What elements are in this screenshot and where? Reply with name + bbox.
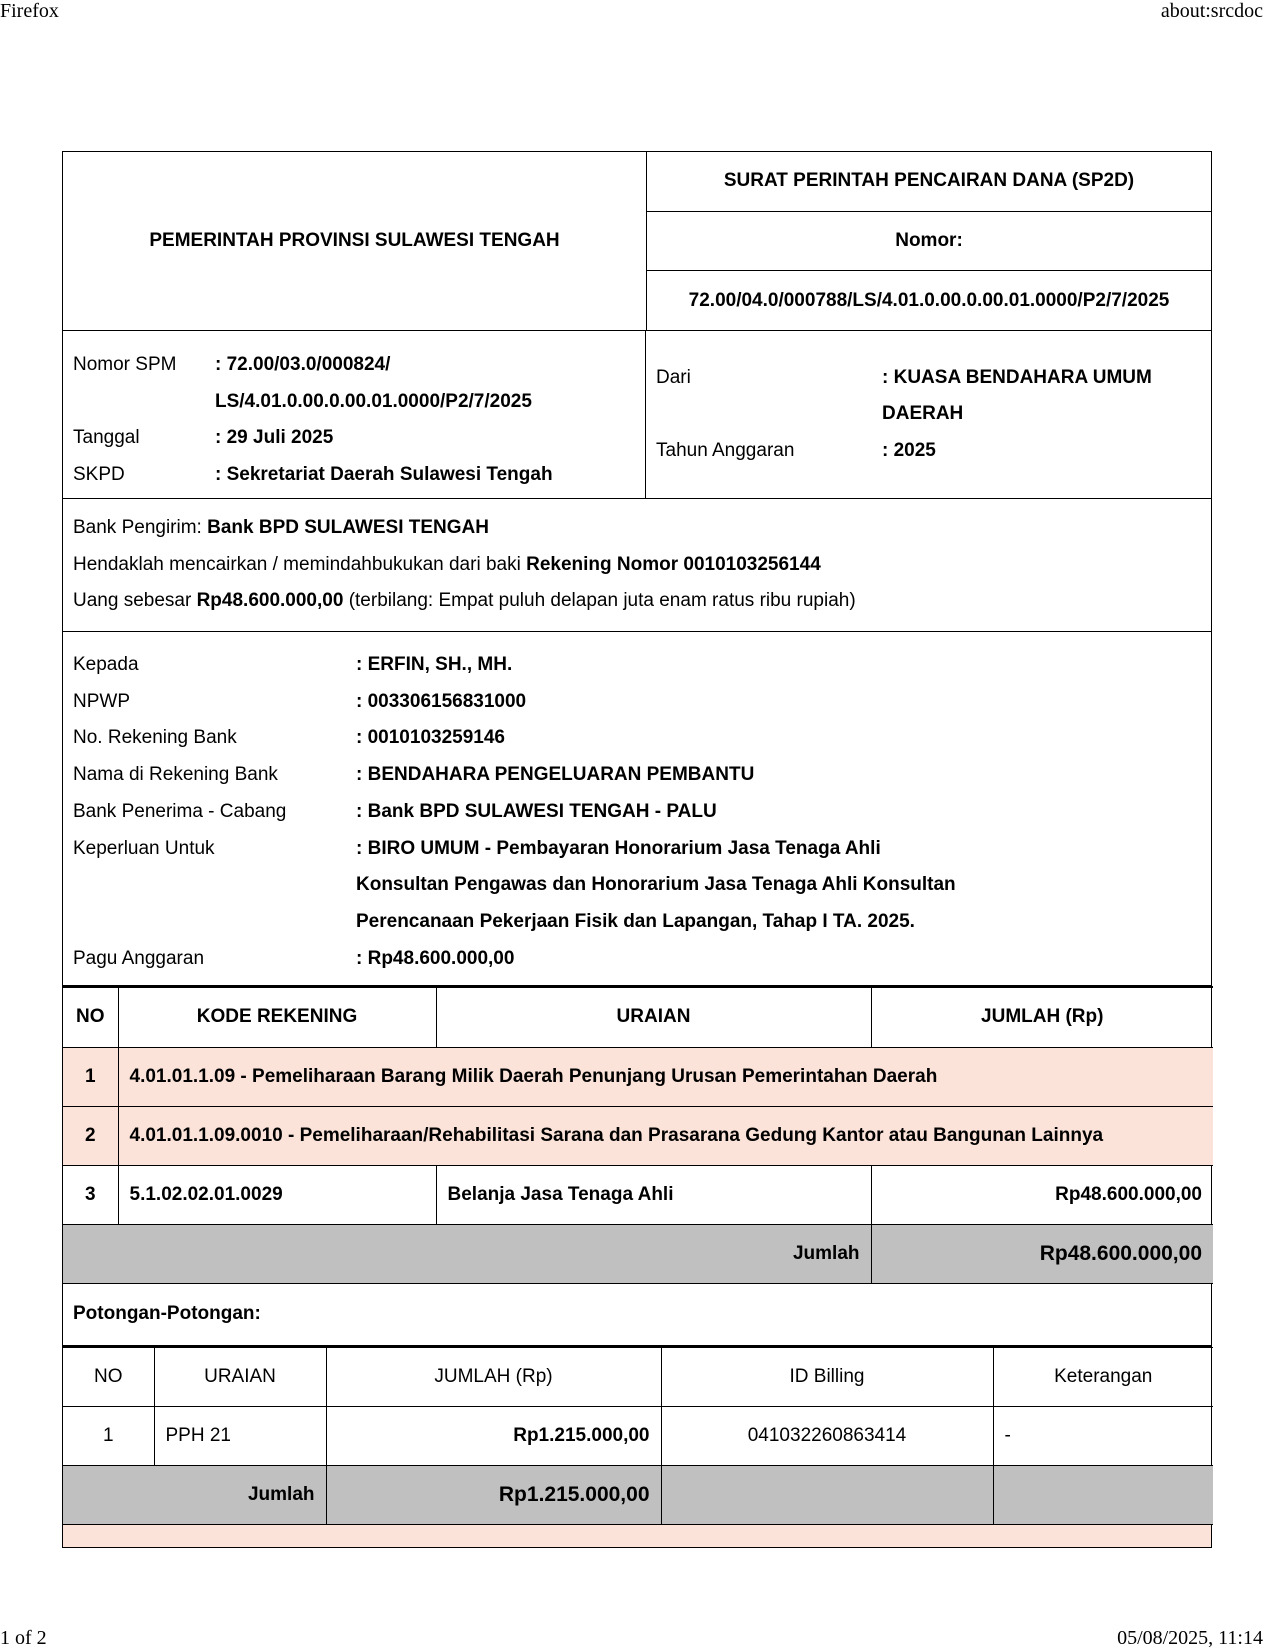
col-header-keterangan: Keterangan: [993, 1347, 1213, 1406]
kepada-label: Kepada: [73, 654, 139, 675]
amount-value: Rp48.600.000,00: [196, 590, 344, 611]
col-header-id-billing: ID Billing: [661, 1347, 993, 1406]
row-keterangan: -: [993, 1406, 1213, 1465]
nomor-spm-value-cont: LS/4.01.0.00.0.00.01.0000/P2/7/2025: [215, 390, 532, 412]
account-name-label: Nama di Rekening Bank: [73, 764, 278, 786]
pagu-value: : Rp48.600.000,00: [356, 947, 515, 969]
dari-label: Dari: [656, 366, 691, 388]
deductions-total-value: Rp1.215.000,00: [326, 1465, 661, 1524]
total-value: Rp48.600.000,00: [871, 1224, 1213, 1283]
nomor-spm-label: Nomor SPM: [73, 354, 177, 375]
recipient-section: [63, 632, 1211, 986]
table-tail-band: [63, 1525, 1211, 1548]
bank-pengirim-line: [73, 510, 1201, 547]
document-title: SURAT PERINTAH PENCAIRAN DANA (SP2D): [723, 170, 1135, 192]
norek-label: No. Rekening Bank: [73, 727, 237, 749]
norek-value: : 0010103259146: [356, 727, 505, 749]
bank-branch-value: : Bank BPD SULAWESI TENGAH - PALU: [356, 800, 717, 822]
tahun-anggaran-label: Tahun Anggaran: [656, 439, 795, 461]
account-name-row: [73, 757, 1201, 794]
col-header-uraian: URAIAN: [436, 987, 871, 1047]
deductions-total-row: [63, 1465, 1213, 1524]
pagu-label: Pagu Anggaran: [73, 947, 205, 969]
instruction-line: [73, 547, 1201, 584]
purpose-row: [73, 831, 1201, 868]
kepada-value: : ERFIN, SH., MH.: [356, 654, 513, 675]
row-id-billing: 041032260863414: [661, 1406, 993, 1465]
npwp-row: [73, 684, 1201, 721]
sp2d-document: [62, 151, 1212, 1548]
browser-app-name: Firefox: [0, 0, 59, 22]
npwp-label: NPWP: [73, 690, 130, 712]
spm-info-right: [646, 331, 1211, 498]
deductions-table: [63, 1347, 1213, 1525]
deductions-header-row: [63, 1347, 1213, 1406]
page-count: 1 of 2: [0, 1627, 47, 1649]
row-no: 2: [63, 1106, 118, 1165]
table-row: [63, 1406, 1213, 1465]
nomor-spm-row: [73, 347, 645, 384]
tahun-anggaran-row: [656, 433, 1201, 470]
tahun-anggaran-value: : 2025: [882, 439, 936, 461]
amount-words: (terbilang: Empat puluh delapan juta enam ratus ribu rupiah): [343, 590, 856, 611]
skpd-row: [73, 457, 645, 494]
dari-row-cont: [656, 396, 1201, 433]
nomor-label: Nomor:: [647, 211, 1211, 271]
bank-pengirim-label: Bank Pengirim:: [73, 517, 208, 538]
purpose-row-cont-1: [73, 867, 1201, 904]
purpose-value-cont-1: Konsultan Pengawas dan Honorarium Jasa Tenaga Ahli Konsultan: [356, 874, 956, 896]
government-name: PEMERINTAH PROVINSI SULAWESI TENGAH: [63, 152, 647, 330]
expenditure-total-row: [63, 1224, 1213, 1283]
skpd-value: : Sekretariat Daerah Sulawesi Tengah: [215, 463, 553, 485]
empty-cell: [661, 1465, 993, 1524]
print-datetime: 05/08/2025, 11:14: [1117, 1627, 1263, 1649]
account-name-value: : BENDAHARA PENGELUARAN PEMBANTU: [356, 764, 755, 786]
row-jumlah: Rp48.600.000,00: [871, 1165, 1213, 1224]
npwp-value: : 003306156831000: [356, 690, 527, 712]
source-account: Rekening Nomor 0010103256144: [526, 553, 821, 575]
purpose-label: Keperluan Untuk: [73, 837, 215, 859]
dari-value-cont: DAERAH: [882, 403, 964, 425]
instruction-text: Hendaklah mencairkan / memindahbukukan dari baki: [73, 553, 527, 575]
bank-pengirim-value: Bank BPD SULAWESI TENGAH: [207, 517, 489, 538]
expenditure-header-row: [63, 987, 1213, 1047]
purpose-value-cont-2: Perencanaan Pekerjaan Fisik dan Lapangan, Tahap I TA. 2025.: [356, 910, 915, 932]
col-header-kode: KODE REKENING: [118, 987, 436, 1047]
col-header-uraian: URAIAN: [154, 1347, 326, 1406]
deductions-total-label: Jumlah: [63, 1465, 326, 1524]
total-label: Jumlah: [63, 1224, 871, 1283]
nomor-spm-row-cont: [73, 384, 645, 421]
row-uraian: Belanja Jasa Tenaga Ahli: [436, 1165, 871, 1224]
dari-row: [656, 360, 1201, 397]
purpose-value: : BIRO UMUM - Pembayaran Honorarium Jasa Tenaga Ahli: [356, 837, 881, 859]
row-uraian: PPH 21: [154, 1406, 326, 1465]
document-header: [63, 152, 1211, 331]
document-number: 72.00/04.0/000788/LS/4.01.0.00.0.00.01.0000/P2/7/2025: [647, 270, 1211, 330]
col-header-jumlah: JUMLAH (Rp): [871, 987, 1213, 1047]
kepada-row: [73, 647, 1201, 684]
col-header-no: NO: [63, 987, 118, 1047]
document-title-block: [647, 152, 1211, 330]
bank-branch-row: [73, 794, 1201, 831]
table-row: [63, 1047, 1213, 1106]
row-jumlah: Rp1.215.000,00: [326, 1406, 661, 1465]
row-no: 1: [63, 1406, 154, 1465]
browser-url: about:srcdoc: [1160, 0, 1263, 22]
amount-label: Uang sebesar: [73, 590, 197, 611]
table-row: [63, 1106, 1213, 1165]
bank-instruction-section: [63, 499, 1211, 632]
expenditure-table: [63, 986, 1213, 1284]
pagu-row: [73, 941, 1201, 978]
table-row: [63, 1165, 1213, 1224]
row-program: 4.01.01.1.09 - Pemeliharaan Barang Milik Daerah Penunjang Urusan Pemerintahan Daerah: [118, 1047, 1213, 1106]
amount-line: [73, 583, 1201, 620]
skpd-label: SKPD: [73, 463, 125, 485]
tanggal-label: Tanggal: [73, 427, 140, 448]
empty-cell: [993, 1465, 1213, 1524]
col-header-no: NO: [63, 1347, 154, 1406]
spm-info-section: [63, 331, 1211, 499]
row-kode: 5.1.02.02.01.0029: [118, 1165, 436, 1224]
nomor-spm-value: : 72.00/03.0/000824/: [215, 354, 391, 375]
tanggal-value: : 29 Juli 2025: [215, 427, 334, 448]
deductions-title: Potongan-Potongan:: [63, 1284, 1211, 1347]
dari-value: : KUASA BENDAHARA UMUM: [882, 366, 1152, 388]
tanggal-row: [73, 420, 645, 457]
spm-info-left: [63, 331, 646, 498]
bank-branch-label: Bank Penerima - Cabang: [73, 800, 287, 822]
row-no: 1: [63, 1047, 118, 1106]
row-no: 3: [63, 1165, 118, 1224]
col-header-jumlah: JUMLAH (Rp): [326, 1347, 661, 1406]
purpose-row-cont-2: [73, 904, 1201, 941]
norek-row: [73, 720, 1201, 757]
row-activity: 4.01.01.1.09.0010 - Pemeliharaan/Rehabilitasi Sarana dan Prasarana Gedung Kantor atau Bangunan Lainnya: [118, 1106, 1213, 1165]
